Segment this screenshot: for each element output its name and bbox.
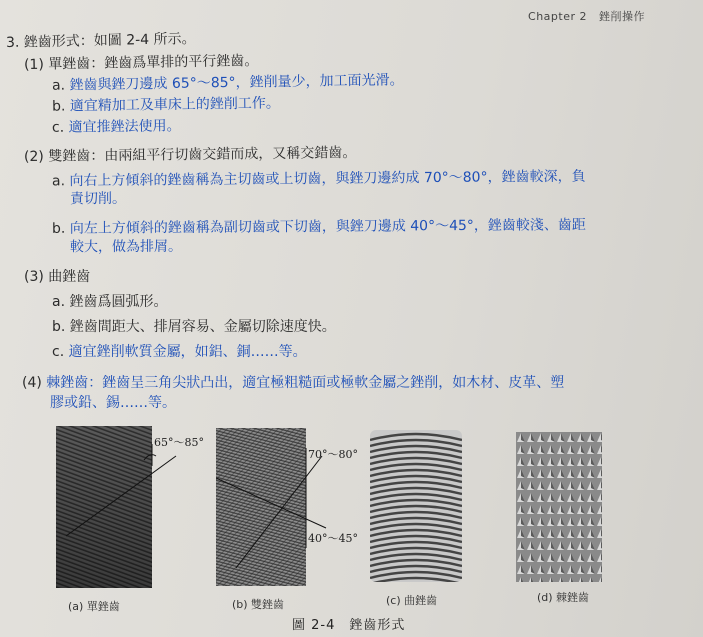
item-1-label: (1)	[23, 56, 44, 74]
item-2-title	[24, 144, 356, 166]
item-3a-text: 銼齒爲圓弧形。	[69, 294, 168, 310]
item-3c: c. 適宜銼削軟質金屬，如鋁、銅……等。	[52, 344, 307, 360]
item-1c-text: 適宜推銼法使用。	[68, 118, 181, 136]
caption-c: (c) 曲銼齒	[386, 594, 438, 607]
caption-b: (b) 雙銼齒	[232, 598, 285, 611]
item-2b-text-1: 向左上方傾斜的銼齒稱為副切齒或下切齒，與銼刀邊成 40°～45°，銼齒較淺、齒距	[69, 217, 586, 237]
item-4-label: (4)	[22, 375, 42, 391]
item-2-label: (2)	[23, 148, 44, 166]
item-2b-text-2: 較大，做為排屑。	[69, 238, 183, 256]
angle-a-label: 65°～85°	[154, 436, 204, 449]
item-2-text: 雙銼齒：由兩組平行切齒交錯而成，又稱交錯齒。	[48, 144, 357, 165]
figure-caption: 圖 2-4 銼齒形式	[292, 618, 406, 633]
item-3-label: (3)	[24, 269, 44, 285]
item-1c: c. 適宜推銼法使用。	[51, 118, 181, 136]
angle-b2-label: 40°～45°	[308, 532, 358, 545]
page-header	[528, 8, 645, 24]
item-4-title	[22, 374, 564, 392]
item-3c-text: 適宜銼削軟質金屬，如鋁、銅……等。	[68, 344, 307, 360]
item-1b-text: 適宜精加工及車床上的銼削工作。	[69, 95, 280, 115]
caption-a: (a) 單銼齒	[68, 600, 120, 613]
chapter-label: Chapter 2	[528, 10, 587, 23]
item-1-title	[24, 52, 259, 74]
item-1b: b. 適宜精加工及車床上的銼削工作。	[51, 95, 280, 115]
item-4-text-1: 棘銼齒：銼齒呈三角尖狀凸出，適宜極粗糙面或極軟金屬之銼削，如木材、皮革、塑	[46, 375, 565, 391]
chapter-title: 銼削操作	[599, 10, 645, 23]
caption-d: (d) 棘銼齒	[537, 591, 590, 604]
item-2a: a. 向右上方傾斜的銼齒稱為主切齒或上切齒，與銼刀邊約成 70°～80°，銼齒較深，負	[51, 168, 586, 190]
curved-cut-file-image	[370, 430, 462, 582]
item-3a: a. 銼齒爲圓弧形。	[52, 294, 168, 310]
item-2b: b. 向左上方傾斜的銼齒稱為副切齒或下切齒，與銼刀邊成 40°～45°，銼齒較淺、齒距	[51, 217, 586, 237]
angle-b1-label: 70°～80°	[308, 448, 358, 461]
item-3-title	[24, 268, 90, 286]
item-3b-text: 銼齒間距大、排屑容易、金屬切除速度快。	[69, 319, 336, 335]
item-4-text-2: 膠或鉛、錫……等。	[50, 395, 176, 411]
rasp-cut-file-image	[516, 432, 602, 582]
double-cut-angle-overlay	[216, 428, 366, 586]
item-1a-text: 銼齒與銼刀邊成 65°～85°，銼削量少，加工面光滑。	[69, 72, 404, 94]
item-3-text: 曲銼齒	[48, 269, 91, 285]
item-3b: b. 銼齒間距大、排屑容易、金屬切除速度快。	[52, 319, 336, 335]
item-1-text: 單銼齒：銼齒爲單排的平行銼齒。	[48, 52, 259, 73]
section-heading: 3. 銼齒形式：如圖 2-4 所示。	[5, 31, 196, 51]
single-cut-angle-overlay	[56, 426, 236, 588]
item-1a: a. 銼齒與銼刀邊成 65°～85°，銼削量少，加工面光滑。	[51, 72, 404, 94]
item-2a-text-1: 向右上方傾斜的銼齒稱為主切齒或上切齒，與銼刀邊約成 70°～80°，銼齒較深，負	[69, 168, 586, 190]
item-2a-text-2: 責切削。	[69, 190, 127, 208]
